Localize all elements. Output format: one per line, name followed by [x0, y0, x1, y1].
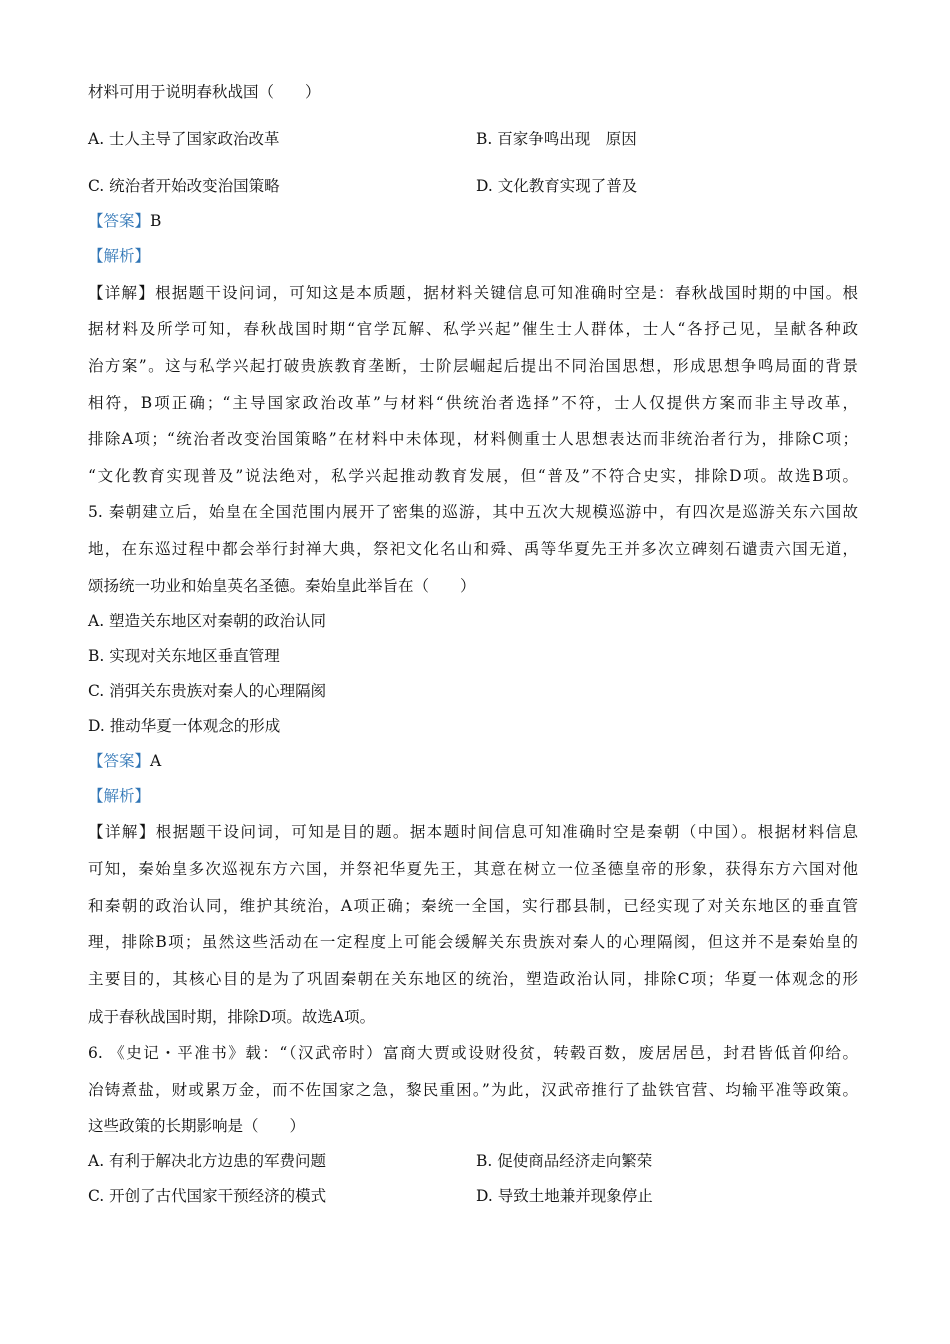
q4-detail-line: “文化教育实现普及”说法绝对，私学兴起推动教育发展，但“普及”不符合史实，排除D项。故选B项。: [88, 467, 858, 485]
q5-stem-line: 5. 秦朝建立后，始皇在全国范围内展开了密集的巡游，其中五次大规模巡游中，有四次是巡游关东六国故: [88, 503, 858, 521]
q6-option-c: C. 开创了古代国家干预经济的模式: [88, 1187, 327, 1205]
q4-answer: [88, 211, 161, 231]
q5-answer: [88, 751, 161, 771]
detail-text: 根据题干设问词，可知这是本质题，据材料关键信息可知准确时空是：春秋战国时期的中国。根: [155, 284, 858, 302]
answer-tag: 【答案】: [88, 752, 151, 770]
q4-stem: 材料可用于说明春秋战国（ ）: [88, 83, 321, 101]
detail-text: 根据题干设问词，可知是目的题。据本题时间信息可知准确时空是秦朝（中国）。根据材料信息: [155, 823, 858, 841]
q5-detail-line: [88, 822, 858, 842]
q4-detail-line: 据材料及所学可知，春秋战国时期“官学瓦解、私学兴起”催生士人群体，士人“各抒己见，呈献各种政: [88, 320, 858, 338]
detail-tag: 【详解】: [88, 823, 156, 841]
q6-stem-line: 这些政策的长期影响是（ ）: [88, 1117, 306, 1135]
q5-stem-line: 颂扬统一功业和始皇英名圣德。秦始皇此举旨在（ ）: [88, 577, 476, 595]
q4-option-a: A. 士人主导了国家政治改革: [88, 130, 280, 148]
q6-option-a: A. 有利于解决北方边患的军费问题: [88, 1152, 327, 1170]
q4-detail-line: [88, 283, 858, 303]
q6-option-d: D. 导致土地兼并现象停止: [476, 1187, 653, 1205]
q4-detail-line: 治方案”。这与私学兴起打破贵族教育垄断，士阶层崛起后提出不同治国思想，形成思想争鸣局面的背景: [88, 357, 858, 375]
answer-tag: 【答案】: [88, 212, 151, 230]
answer-value: B: [150, 212, 162, 230]
q5-detail-line: 主要目的，其核心目的是为了巩固秦朝在关东地区的统治，塑造政治认同，排除C项；华夏一体观念的形: [88, 970, 858, 988]
q4-option-b: B. 百家争鸣出现 原因: [476, 130, 637, 148]
q4-analysis-tag: 【解析】: [88, 247, 151, 265]
q5-analysis-tag: 【解析】: [88, 787, 151, 805]
q6-option-b: B. 促使商品经济走向繁荣: [476, 1152, 653, 1170]
q5-stem-line: 地，在东巡过程中都会举行封禅大典，祭祀文化名山和舜、禹等华夏先王并多次立碑刻石谴责六国无道，: [88, 540, 858, 558]
q5-option-c: C. 消弭关东贵族对秦人的心理隔阂: [88, 682, 327, 700]
q5-option-b: B. 实现对关东地区垂直管理: [88, 647, 280, 665]
q6-stem-line: 6. 《史记・平准书》载：“（汉武帝时）富商大贾或设财役贫，转毂百数，废居居邑，封君皆低首仰给。: [88, 1044, 858, 1062]
q6-stem-line: 冶铸煮盐，财或累万金，而不佐国家之急，黎民重困。”为此，汉武帝推行了盐铁官营、均输平准等政策。: [88, 1081, 858, 1099]
q5-detail-line: 成于春秋战国时期，排除D项。故选A项。: [88, 1008, 376, 1026]
q4-detail-line: 排除A项；“统治者改变治国策略”在材料中未体现，材料侧重士人思想表达而非统治者行为，排除C项；: [88, 430, 858, 448]
answer-value: A: [150, 752, 162, 770]
q4-option-c: C. 统治者开始改变治国策略: [88, 177, 280, 195]
q4-detail-line: 相符，B项正确；“主导国家政治改革”与材料“供统治者选择”不符，士人仅提供方案而非主导改革，: [88, 394, 858, 412]
detail-tag: 【详解】: [88, 284, 156, 302]
q5-option-d: D. 推动华夏一体观念的形成: [88, 717, 281, 735]
q5-option-a: A. 塑造关东地区对秦朝的政治认同: [88, 612, 327, 630]
q5-detail-line: 和秦朝的政治认同，维护其统治，A项正确；秦统一全国，实行郡县制，已经实现了对关东地区的垂直管: [88, 897, 858, 915]
q4-option-d: D. 文化教育实现了普及: [476, 177, 638, 195]
q5-detail-line: 可知，秦始皇多次巡视东方六国，并祭祀华夏先王，其意在树立一位圣德皇帝的形象，获得东方六国对他: [88, 860, 858, 878]
q5-detail-line: 理，排除B项；虽然这些活动在一定程度上可能会缓解关东贵族对秦人的心理隔阂，但这并不是秦始皇的: [88, 933, 858, 951]
